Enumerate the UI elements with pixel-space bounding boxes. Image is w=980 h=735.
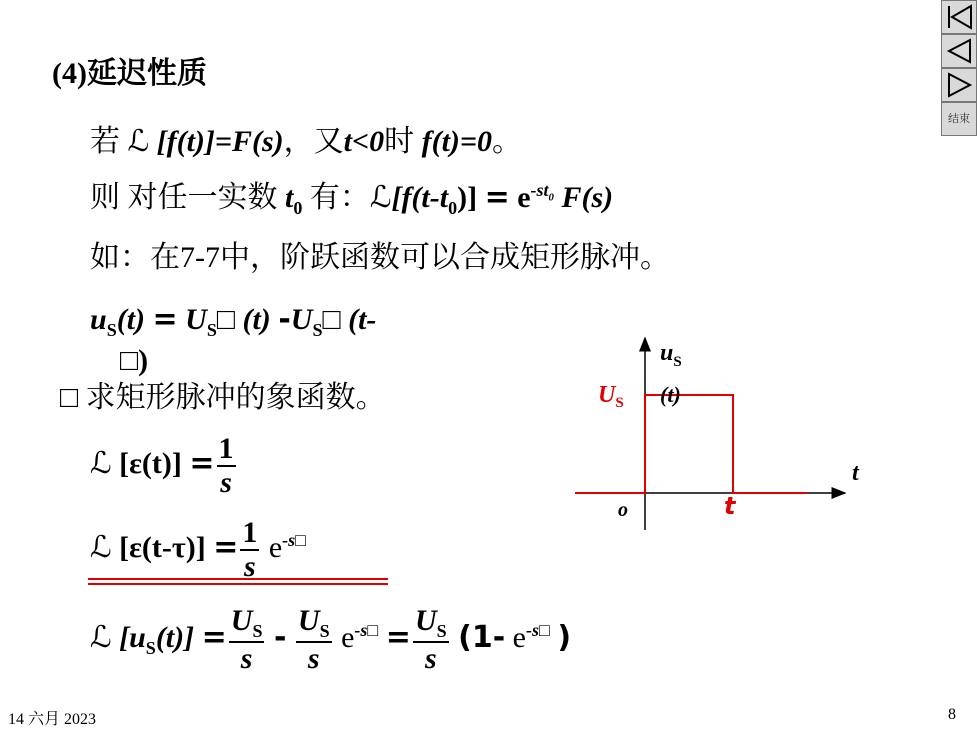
- section-title: (4)延迟性质: [52, 57, 207, 90]
- task-text: □ 求矩形脉冲的象函数。: [60, 381, 386, 414]
- t0-var: t: [285, 181, 294, 214]
- condition-f: f(t)=0: [421, 125, 492, 158]
- numerator: U: [230, 604, 253, 637]
- pulse-expression-cont: □): [120, 344, 149, 377]
- first-slide-icon: [942, 1, 976, 33]
- period: 。: [492, 125, 522, 158]
- denominator: s: [424, 642, 437, 675]
- close-paren: ): [557, 619, 572, 655]
- exp-e: e: [341, 620, 355, 654]
- laplace-symbol: ℒ: [127, 125, 150, 158]
- fraction-Us-over-s-2: [296, 606, 332, 674]
- underline-top: [88, 578, 388, 580]
- origin-label: o: [618, 499, 628, 521]
- laplace-symbol: ℒ: [369, 181, 392, 214]
- fraction-Us-over-s: [229, 606, 265, 674]
- numerator-sub: S: [436, 621, 447, 641]
- exp-e: e: [517, 181, 531, 214]
- page-number: 8: [948, 706, 956, 723]
- U-var-2: U: [290, 303, 313, 336]
- x-axis-label: t: [852, 460, 859, 486]
- text-if: 若: [90, 125, 120, 158]
- pulse-arg-end: (t)]: [155, 620, 195, 654]
- u-var: u: [90, 303, 107, 336]
- pulse-graph: [570, 330, 870, 540]
- missing-glyph-2: □: [322, 303, 341, 336]
- first-slide-button[interactable]: [941, 0, 977, 34]
- minus: -: [278, 302, 291, 337]
- exp-power: -s□: [282, 529, 307, 550]
- t0-sub: 0: [293, 198, 303, 218]
- shifted-arg: [f(t-t: [391, 181, 449, 214]
- step-arg: [ε(t)]: [119, 446, 182, 480]
- denominator: s: [220, 466, 232, 499]
- text-and: ，又: [283, 125, 344, 158]
- property-premise: [90, 116, 522, 160]
- arg-end: )]: [457, 181, 478, 214]
- laplace-def: [f(t)]=F(s): [156, 125, 284, 158]
- exp-e-2: e: [512, 620, 526, 654]
- pulse-arg: [u: [119, 620, 146, 654]
- equals: =: [189, 445, 215, 481]
- footer-date: 14 六月 2023: [8, 711, 97, 728]
- arg-sub: 0: [448, 198, 458, 218]
- equals: =: [213, 529, 239, 565]
- pulse-expression: [90, 302, 376, 341]
- equals: =: [201, 619, 227, 655]
- previous-slide-button[interactable]: [941, 34, 977, 68]
- denominator: s: [240, 642, 253, 675]
- laplace-symbol: ℒ: [90, 446, 112, 480]
- U-sub: S: [206, 320, 217, 340]
- t-shift-arg: (t-: [348, 303, 377, 336]
- equals-2: =: [385, 619, 411, 655]
- U-sub-2: S: [312, 320, 323, 340]
- equals: =: [484, 180, 510, 215]
- numerator: 1: [242, 516, 258, 549]
- triangle-left-icon: [942, 35, 976, 67]
- shifted-step-arg: [ε(t-τ)]: [119, 530, 206, 564]
- laplace-symbol: ℒ: [90, 530, 112, 564]
- t-arg: (t): [242, 303, 271, 336]
- laplace-symbol: ℒ: [90, 620, 112, 654]
- fraction-1-over-s: [240, 518, 259, 582]
- exp-power-2: -s□: [526, 619, 550, 640]
- equals: =: [152, 302, 178, 337]
- laplace-shifted-step: [90, 518, 306, 582]
- numerator: 1: [218, 432, 234, 465]
- y-axis-label: $u_S$: [660, 340, 682, 370]
- next-slide-button[interactable]: [941, 68, 977, 102]
- exp-sub: 0: [548, 191, 554, 204]
- level-label: $U_S$: [598, 382, 624, 411]
- numerator-sub: S: [319, 621, 330, 641]
- U-var: U: [185, 303, 207, 336]
- fraction-Us-over-s-3: [413, 606, 449, 674]
- pulse-sub: S: [145, 637, 156, 658]
- pulse-line: [575, 395, 807, 493]
- denominator: s: [307, 642, 320, 675]
- end-show-button[interactable]: [941, 102, 977, 136]
- numerator: U: [414, 604, 437, 637]
- text-then: 则 对任一实数: [90, 181, 278, 214]
- missing-glyph: □: [216, 303, 235, 336]
- delay-theorem: [90, 172, 613, 219]
- laplace-step: [90, 434, 238, 498]
- F-s: F(s): [561, 181, 614, 214]
- fraction-1-over-s: [217, 434, 236, 498]
- text-has: 有：: [309, 181, 370, 214]
- exp-power: -st: [530, 180, 549, 200]
- end-show-label: 结束: [948, 112, 970, 125]
- example-text: 如：在7-7中，阶跃函数可以合成矩形脉冲。: [90, 241, 670, 274]
- denominator: s: [244, 550, 256, 583]
- u-sub: S: [106, 320, 117, 340]
- condition-t: t<0: [343, 125, 385, 158]
- u-arg: (t): [116, 303, 146, 336]
- minus: -: [273, 619, 287, 655]
- laplace-pulse: [90, 606, 571, 674]
- open-paren: (1-: [458, 619, 506, 655]
- numerator-sub: S: [252, 621, 263, 641]
- exp-power: -s□: [354, 619, 379, 640]
- triangle-right-icon: [942, 69, 976, 101]
- tau-label: t: [724, 492, 736, 520]
- y-axis-label-arg: (t): [660, 382, 681, 407]
- underline-bottom: [88, 583, 388, 585]
- text-when: 时: [384, 125, 415, 158]
- exp-e: e: [268, 530, 283, 564]
- numerator: U: [297, 604, 320, 637]
